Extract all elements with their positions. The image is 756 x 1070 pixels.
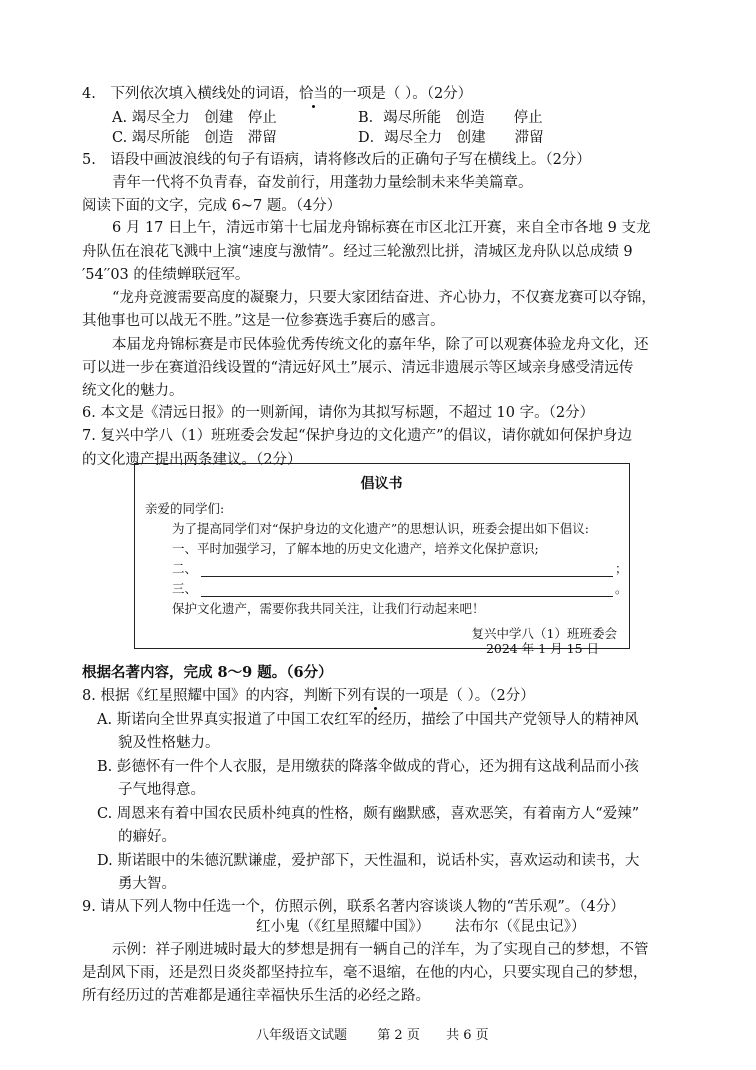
passage-p1-line3: ′54′′03 的佳绩蝉联冠军。 bbox=[82, 267, 250, 283]
q4-option-d: D．竭尽全力 创建 滞留 bbox=[358, 130, 544, 146]
passage-p1-line1: 6 月 17 日上午，清远市第十七届龙舟锦标赛在市区北江开赛，来自全市各地 9 支龙 bbox=[112, 220, 651, 236]
q9-example-line1: 示例：祥子刚进城时最大的梦想是拥有一辆自己的洋车，为了实现自己的梦想，不管 bbox=[112, 942, 649, 958]
proposal-item-2-end: ； bbox=[615, 561, 628, 576]
q8-option-b-line2: 子气地得意。 bbox=[118, 782, 205, 798]
q4-emphasis-text: 恰当 bbox=[298, 86, 328, 102]
q9-stem: 9. 请从下列人物中任选一个，仿照示例，联系名著内容谈谈人物的“苦乐观”。（4分） bbox=[82, 899, 625, 915]
q5-sentence: 青年一代将不负青春，奋发前行，用蓬勃力量绘制未来华美篇章。 bbox=[112, 175, 533, 191]
q8-option-b-line1: B. 彭德怀有一件个人衣服，是用缴获的降落伞做成的背心，还为拥有这战利品而小孩 bbox=[97, 759, 639, 775]
q9-option-2: 法布尔（《昆虫记》） bbox=[455, 919, 586, 935]
q4-option-c: C. 竭尽所能 创造 滞留 bbox=[112, 130, 277, 146]
proposal-item-3-blank[interactable] bbox=[201, 596, 613, 597]
q8-option-c-line2: 的癖好。 bbox=[118, 829, 176, 845]
proposal-intro: 为了提高同学们对“保护身边的文化遗产”的思想认识，班委会提出如下倡议: bbox=[172, 521, 589, 536]
q6-stem: 6. 本文是《清远日报》的一则新闻，请你为其拟写标题，不超过 10 字。（2分） bbox=[82, 405, 595, 421]
q7-stem-line2: 的文化遗产提出两条建议。（2分） bbox=[82, 452, 302, 468]
q9-example-line2: 是刮风下雨，还是烈日炎炎都坚持拉车，毫不退缩，在他的内心，只要实现自己的梦想， bbox=[82, 965, 648, 981]
q8-stem-text: 8. 根据《红星照耀中国》的内容，判断下列 bbox=[82, 688, 362, 704]
q9-example-line3: 所有经历过的苦难都是通往幸福快乐生活的必经之路。 bbox=[82, 988, 430, 1004]
passage-p2-line2: 其他事也可以战无不胜。”这是一位参赛选手赛后的感言。 bbox=[82, 313, 445, 329]
q5-stem: 5. 语段中画波浪线的句子有语病，请将修改后的正确句子写在横线上。（2分） bbox=[82, 152, 591, 168]
footer-subject: 八年级语文试题 bbox=[256, 1028, 348, 1043]
q8-emphasis-text: 有误 bbox=[361, 688, 391, 704]
q4-option-a: A. 竭尽全力 创建 停止 bbox=[112, 110, 277, 126]
q4-stem bbox=[82, 84, 472, 104]
proposal-signature: 复兴中学八（1）班班委会 bbox=[471, 626, 617, 641]
proposal-item-2-blank[interactable] bbox=[201, 576, 613, 577]
passage-p3-line3: 统文化的魅力。 bbox=[82, 383, 184, 399]
q8-option-d-line2: 勇大智。 bbox=[118, 876, 176, 892]
q8-stem bbox=[82, 686, 535, 706]
footer-page-number: 第 2 页 bbox=[377, 1028, 420, 1043]
q7-stem-line1: 7. 复兴中学八（1）班班委会发起“保护身边的文化遗产”的倡议，请你就如何保护身边 bbox=[82, 428, 632, 444]
passage-p3-line1: 本届龙舟锦标赛是市民体验优秀传统文化的嘉年华，除了可以观赛体验龙舟文化，还 bbox=[112, 337, 649, 353]
proposal-item-1: 一、平时加强学习，了解本地的历史文化遗产，培养文化保护意识; bbox=[172, 541, 539, 556]
proposal-date: 2024 年 1 月 15 日 bbox=[485, 641, 599, 656]
reading-intro: 阅读下面的文字，完成 6~7 题。（4分） bbox=[82, 198, 342, 214]
passage-p2-line1: “龙舟竞渡需要高度的凝聚力，只要大家团结奋进、齐心协力，不仅赛龙赛可以夺锦， bbox=[112, 290, 656, 306]
proposal-item-3-label: 三、 bbox=[172, 581, 198, 596]
q8-option-c-line1: C. 周恩来有着中国农民质朴纯真的性格，颇有幽默感，喜欢恶笑，有着南方人“爱辣” bbox=[97, 806, 640, 822]
proposal-closing: 保护文化遗产，需要你我共同关注，让我们行动起来吧！ bbox=[172, 601, 485, 616]
proposal-box bbox=[134, 463, 630, 656]
proposal-title: 倡议书 bbox=[360, 476, 403, 492]
footer bbox=[256, 1026, 489, 1046]
q9-option-1: 红小鬼（《红星照耀中国》） bbox=[256, 919, 430, 935]
q4-stem-text-end: 的一项是（ ）。（2分） bbox=[327, 86, 473, 102]
passage-p3-line2: 可以进一步在赛道沿线设置的“清远好风土”展示、清远非遗展示等区域亲身感受清远传 bbox=[82, 360, 634, 376]
q8-option-a-line1: A. 斯诺向全世界真实报道了中国工农红军的经历，描绘了中国共产党领导人的精神风 bbox=[97, 712, 639, 728]
passage-p1-line2: 舟队伍在浪花飞溅中上演“速度与激情”。经过三轮激烈比拼，清城区龙舟队以总成绩 9 bbox=[82, 244, 633, 260]
proposal-greeting: 亲爱的同学们: bbox=[145, 501, 225, 516]
q4-stem-text: 4. 下列依次填入横线处的词语， bbox=[82, 86, 299, 102]
q4-option-b: B．竭尽所能 创造 停止 bbox=[358, 110, 543, 126]
section-heading: 根据名著内容，完成 8～9 题。（6分） bbox=[82, 664, 333, 681]
q8-stem-text-end: 的一项是（ ）。（2分） bbox=[390, 688, 535, 704]
proposal-item-2-label: 二、 bbox=[172, 561, 198, 576]
footer-total-pages: 共 6 页 bbox=[446, 1028, 489, 1043]
proposal-item-3-end: 。 bbox=[615, 581, 628, 596]
q8-option-a-line2: 貌及性格魅力。 bbox=[118, 735, 220, 751]
q8-option-d-line1: D. 斯诺眼中的朱德沉默谦虚，爱护部下，天性温和，说话朴实，喜欢运动和读书，大 bbox=[97, 853, 640, 869]
